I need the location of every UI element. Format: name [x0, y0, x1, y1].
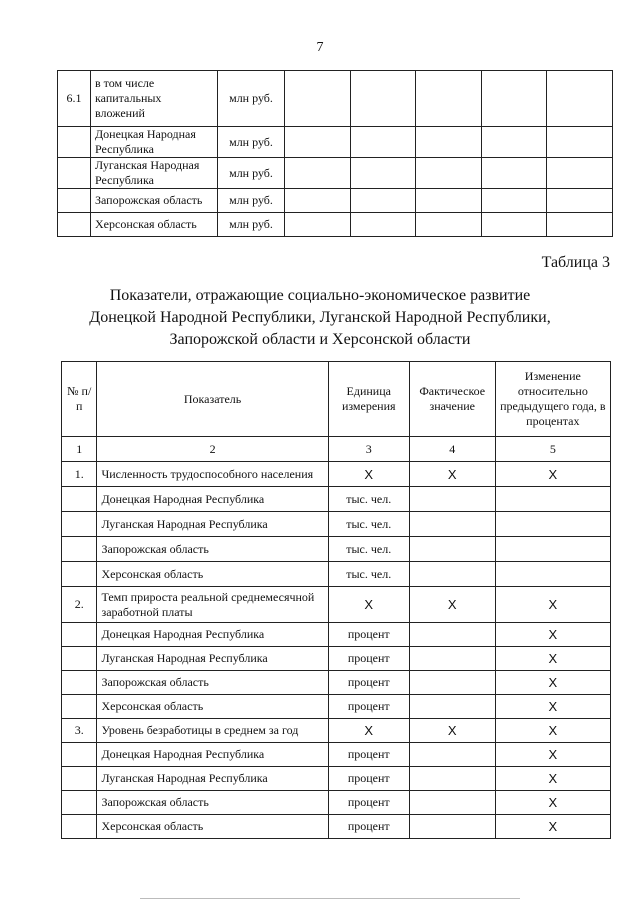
- empty-value-cell: [547, 189, 613, 213]
- row-unit: процент: [328, 647, 409, 671]
- row-indicator: Темп прироста реальной среднемесячной заработной платы: [97, 587, 328, 623]
- row-change: X: [495, 719, 610, 743]
- row-fact: [409, 537, 495, 562]
- row-unit: млн руб.: [218, 213, 285, 237]
- row-num: [62, 791, 97, 815]
- row-indicator: Луганская Народная Республика: [97, 767, 328, 791]
- scan-edge-line: [140, 898, 520, 899]
- table-row: [62, 647, 611, 671]
- row-num: [62, 512, 97, 537]
- row-indicator: Донецкая Народная Республика: [97, 743, 328, 767]
- row-num: [58, 127, 91, 158]
- row-num: 3.: [62, 719, 97, 743]
- row-num: [62, 647, 97, 671]
- row-unit: процент: [328, 767, 409, 791]
- table-row: [58, 189, 613, 213]
- table-row: [62, 671, 611, 695]
- table-title: [0, 285, 640, 351]
- title-line: Запорожской области и Херсонской области: [169, 331, 471, 348]
- row-indicator: Луганская Народная Республика: [97, 512, 328, 537]
- row-unit: процент: [328, 743, 409, 767]
- index-cell: 4: [409, 437, 495, 462]
- continuation-table: [57, 70, 613, 237]
- empty-value-cell: [350, 71, 416, 127]
- row-num: 6.1: [58, 71, 91, 127]
- row-indicator: Запорожская область: [97, 791, 328, 815]
- row-change: [495, 512, 610, 537]
- row-fact: X: [409, 719, 495, 743]
- empty-value-cell: [285, 127, 351, 158]
- table-row: [62, 562, 611, 587]
- page-number: 7: [316, 40, 324, 55]
- row-num: [62, 695, 97, 719]
- empty-value-cell: [547, 213, 613, 237]
- row-num: [62, 815, 97, 839]
- row-unit: млн руб.: [218, 189, 285, 213]
- row-fact: [409, 487, 495, 512]
- row-change: X: [495, 791, 610, 815]
- row-num: [58, 158, 91, 189]
- empty-value-cell: [350, 127, 416, 158]
- row-change: X: [495, 695, 610, 719]
- empty-value-cell: [285, 71, 351, 127]
- row-change: X: [495, 767, 610, 791]
- empty-value-cell: [350, 189, 416, 213]
- table-row: [62, 512, 611, 537]
- row-unit: млн руб.: [218, 158, 285, 189]
- row-change: [495, 562, 610, 587]
- row-unit: тыс. чел.: [328, 487, 409, 512]
- empty-value-cell: [285, 158, 351, 189]
- table-row: [62, 791, 611, 815]
- empty-value-cell: [416, 127, 482, 158]
- table-row: [62, 767, 611, 791]
- empty-value-cell: [416, 71, 482, 127]
- row-name: Запорожская область: [91, 189, 218, 213]
- table-row: [62, 719, 611, 743]
- empty-value-cell: [285, 189, 351, 213]
- empty-value-cell: [481, 213, 547, 237]
- empty-value-cell: [481, 127, 547, 158]
- table-row: [62, 695, 611, 719]
- row-num: [62, 767, 97, 791]
- row-change: [495, 487, 610, 512]
- empty-value-cell: [285, 213, 351, 237]
- row-fact: [409, 671, 495, 695]
- row-change: X: [495, 647, 610, 671]
- row-unit: процент: [328, 671, 409, 695]
- row-indicator: Луганская Народная Республика: [97, 647, 328, 671]
- title-line: Донецкой Народной Республики, Луганской Народной Республики,: [89, 309, 551, 326]
- row-name: Луганская Народная Республика: [91, 158, 218, 189]
- table-label: Таблица 3: [541, 254, 610, 271]
- index-row: [62, 437, 611, 462]
- row-num: [62, 671, 97, 695]
- table-row: [62, 815, 611, 839]
- row-num: 1.: [62, 462, 97, 487]
- row-fact: [409, 815, 495, 839]
- table-row: [58, 158, 613, 189]
- row-fact: [409, 562, 495, 587]
- row-indicator: Донецкая Народная Республика: [97, 623, 328, 647]
- row-fact: X: [409, 462, 495, 487]
- empty-value-cell: [481, 189, 547, 213]
- row-indicator: Запорожская область: [97, 537, 328, 562]
- index-cell: 2: [97, 437, 328, 462]
- row-indicator: Уровень безработицы в среднем за год: [97, 719, 328, 743]
- empty-value-cell: [350, 158, 416, 189]
- row-unit: тыс. чел.: [328, 512, 409, 537]
- empty-value-cell: [416, 189, 482, 213]
- header-change: Изменение относительно предыдущего года, в процентах: [495, 362, 610, 437]
- row-name: Херсонская область: [91, 213, 218, 237]
- title-line: Показатели, отражающие социально-экономическое развитие: [109, 287, 531, 304]
- row-unit: млн руб.: [218, 127, 285, 158]
- row-indicator: Херсонская область: [97, 695, 328, 719]
- row-indicator: Численность трудоспособного населения: [97, 462, 328, 487]
- empty-value-cell: [481, 158, 547, 189]
- row-unit: тыс. чел.: [328, 537, 409, 562]
- row-fact: [409, 647, 495, 671]
- empty-value-cell: [547, 127, 613, 158]
- header-unit: Единица измерения: [328, 362, 409, 437]
- table-row: [58, 71, 613, 127]
- row-num: [62, 623, 97, 647]
- row-name: в том числе капитальных вложений: [91, 71, 218, 127]
- row-fact: [409, 512, 495, 537]
- row-unit: процент: [328, 623, 409, 647]
- row-indicator: Херсонская область: [97, 562, 328, 587]
- row-change: X: [495, 623, 610, 647]
- row-num: [62, 743, 97, 767]
- table-row: [62, 537, 611, 562]
- row-indicator: Запорожская область: [97, 671, 328, 695]
- empty-value-cell: [416, 158, 482, 189]
- row-name: Донецкая Народная Республика: [91, 127, 218, 158]
- header-name: Показатель: [97, 362, 328, 437]
- row-unit: процент: [328, 815, 409, 839]
- row-unit: X: [328, 462, 409, 487]
- row-unit: X: [328, 587, 409, 623]
- row-change: X: [495, 587, 610, 623]
- row-fact: [409, 791, 495, 815]
- row-change: X: [495, 743, 610, 767]
- row-change: X: [495, 671, 610, 695]
- row-fact: [409, 695, 495, 719]
- row-num: 2.: [62, 587, 97, 623]
- table-row: [62, 487, 611, 512]
- row-fact: [409, 743, 495, 767]
- row-num: [62, 537, 97, 562]
- row-unit: процент: [328, 791, 409, 815]
- index-cell: 3: [328, 437, 409, 462]
- row-unit: тыс. чел.: [328, 562, 409, 587]
- table-row: [62, 623, 611, 647]
- table-row: [62, 587, 611, 623]
- row-change: [495, 537, 610, 562]
- row-fact: [409, 623, 495, 647]
- empty-value-cell: [547, 71, 613, 127]
- row-change: X: [495, 462, 610, 487]
- row-num: [58, 213, 91, 237]
- header-row: [62, 362, 611, 437]
- empty-value-cell: [481, 71, 547, 127]
- row-fact: X: [409, 587, 495, 623]
- indicators-table: [61, 361, 611, 839]
- empty-value-cell: [416, 213, 482, 237]
- table-row: [62, 462, 611, 487]
- row-unit: процент: [328, 695, 409, 719]
- row-unit: X: [328, 719, 409, 743]
- index-cell: 1: [62, 437, 97, 462]
- empty-value-cell: [547, 158, 613, 189]
- row-num: [62, 562, 97, 587]
- empty-value-cell: [350, 213, 416, 237]
- header-fact: Фактическое значение: [409, 362, 495, 437]
- table-row: [62, 743, 611, 767]
- table-row: [58, 127, 613, 158]
- table-row: [58, 213, 613, 237]
- row-num: [62, 487, 97, 512]
- index-cell: 5: [495, 437, 610, 462]
- row-indicator: Херсонская область: [97, 815, 328, 839]
- row-unit: млн руб.: [218, 71, 285, 127]
- row-num: [58, 189, 91, 213]
- row-indicator: Донецкая Народная Республика: [97, 487, 328, 512]
- row-fact: [409, 767, 495, 791]
- header-num: № п/п: [62, 362, 97, 437]
- row-change: X: [495, 815, 610, 839]
